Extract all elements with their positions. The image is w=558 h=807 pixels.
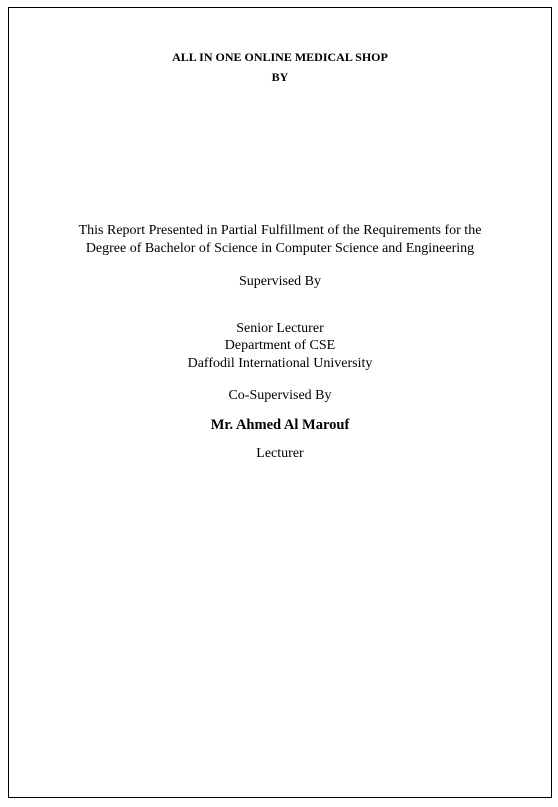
co-supervisor-title: Lecturer: [256, 446, 304, 461]
report-statement-line-2: Degree of Bachelor of Science in Computer Science and Engineering: [85, 241, 475, 256]
supervisor-department: Department of CSE: [224, 338, 336, 353]
co-supervisor-name: Mr. Ahmed Al Marouf: [210, 417, 350, 433]
author-by-label: BY: [271, 70, 289, 84]
report-title: ALL IN ONE ONLINE MEDICAL SHOP: [172, 50, 388, 64]
supervised-by-label: Supervised By: [238, 274, 322, 289]
report-statement-line-1: This Report Presented in Partial Fulfillment of the Requirements for the: [78, 223, 482, 238]
co-supervised-by-label: Co-Supervised By: [228, 388, 332, 403]
supervisor-title: Senior Lecturer: [236, 321, 324, 336]
supervisor-university: Daffodil International University: [187, 356, 373, 371]
document-page: [8, 7, 552, 798]
